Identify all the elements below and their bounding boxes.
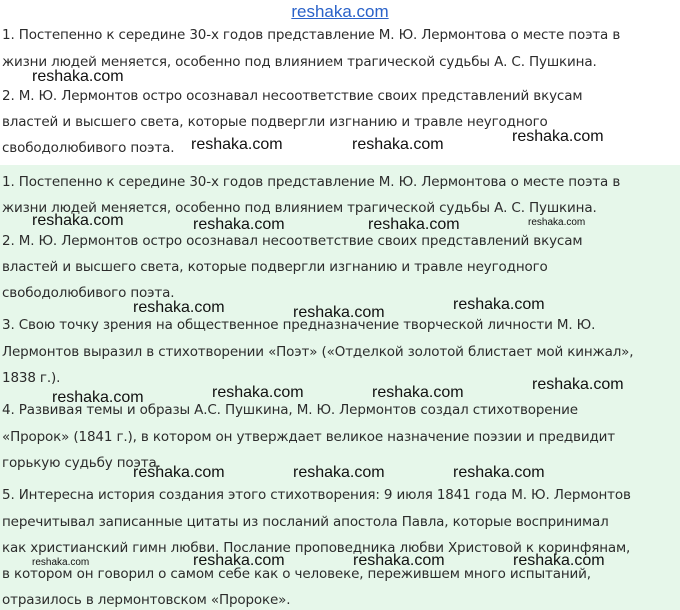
text-line: как христианский гимн любви. Послание проповедника любви Христовой к коринфянам, — [2, 540, 631, 556]
text-line: 1. Постепенно к середине 30-х годов представление М. Ю. Лермонтова о месте поэта в — [2, 27, 621, 43]
text-line: 2. М. Ю. Лермонтов остро осознавал несоответствие своих представлений вкусам — [2, 233, 583, 249]
watermark: reshaka.com — [532, 376, 624, 393]
watermark: reshaka.com — [368, 216, 460, 233]
text-line: в котором он говорил о самом себе как о человеке, пережившем много испытаний, — [2, 566, 591, 582]
text-line: 1. Постепенно к середине 30-х годов представление М. Ю. Лермонтова о месте поэта в — [2, 174, 621, 190]
watermark: reshaka.com — [453, 296, 545, 313]
text-line: властей и высшего света, которые подвергли изгнанию и травле неугодного — [2, 114, 548, 130]
text-line: свободолюбивого поэта. — [2, 285, 175, 301]
text-line: 2. М. Ю. Лермонтов остро осознавал несоответствие своих представлений вкусам — [2, 88, 583, 104]
text-line: горькую судьбу поэта. — [2, 455, 161, 471]
watermark: reshaka.com — [212, 384, 304, 401]
text-line: 4. Развивая темы и образы А.С. Пушкина, М. Ю. Лермонтов создал стихотворение — [2, 402, 578, 418]
watermark: reshaka.com — [353, 552, 445, 569]
watermark: reshaka.com — [372, 384, 464, 401]
text-line: 1838 г.). — [2, 370, 61, 386]
text-line: отразилось в лермонтовском «Пророке». — [2, 592, 291, 608]
watermark: reshaka.com — [293, 304, 385, 321]
text-line: жизни людей меняется, особенно под влиянием трагической судьбы А. С. Пушкина. — [2, 200, 597, 216]
watermark: reshaka.com — [193, 552, 285, 569]
watermark: reshaka.com — [293, 464, 385, 481]
text-line: жизни людей меняется, особенно под влиянием трагической судьбы А. С. Пушкина. — [2, 54, 597, 70]
answer-block-plain — [0, 22, 680, 164]
text-line: Лермонтов выразил в стихотворении «Поэт» («Отделкой золотой блистает мой кинжал», — [2, 344, 634, 360]
watermark: reshaka.com — [453, 464, 545, 481]
watermark: reshaka.com — [193, 216, 285, 233]
watermark: reshaka.com — [512, 128, 604, 145]
watermark: reshaka.com — [133, 299, 225, 316]
watermark: reshaka.com — [133, 464, 225, 481]
text-line: 3. Свою точку зрения на общественное предназначение творческой личности М. Ю. — [2, 317, 596, 333]
site-title-link[interactable]: reshaka.com — [291, 2, 389, 21]
watermark: reshaka.com — [352, 136, 444, 153]
text-line: перечитывал записанные цитаты из посланий апостола Павла, которые воспринимал — [2, 514, 609, 530]
text-line: «Пророк» (1841 г.), в котором он утверждает великое назначение поэзии и предвидит — [2, 429, 615, 445]
watermark: reshaka.com — [52, 389, 144, 406]
text-line: свободолюбивого поэта. — [2, 140, 175, 156]
watermark: reshaka.com — [32, 212, 124, 229]
text-line: властей и высшего света, которые подвергли изгнанию и травле неугодного — [2, 259, 548, 275]
watermark: reshaka.com — [32, 557, 90, 568]
watermark: reshaka.com — [528, 217, 586, 228]
watermark: reshaka.com — [513, 552, 605, 569]
answer-block-green — [0, 165, 680, 610]
watermark: reshaka.com — [191, 136, 283, 153]
watermark: reshaka.com — [32, 68, 124, 85]
text-line: 5. Интересна история создания этого стихотворения: 9 июля 1841 года М. Ю. Лермонтов — [2, 487, 631, 503]
